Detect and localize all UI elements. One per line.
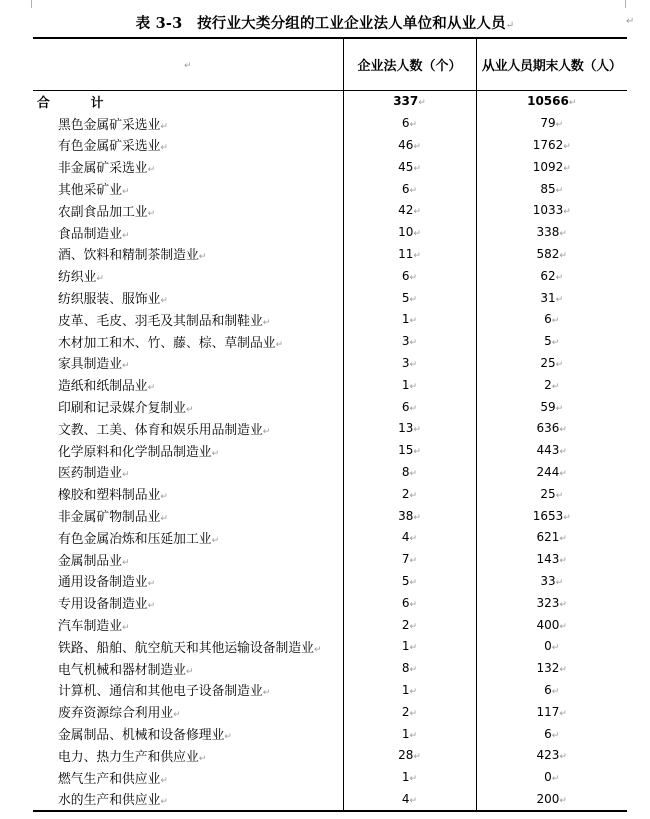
industry-name: 纺织服装、服饰业↵ — [58, 292, 168, 308]
industry-stats-table — [33, 37, 627, 812]
units-count: 8↵ — [343, 461, 476, 483]
paragraph-mark-icon: ↵ — [555, 185, 564, 196]
paragraph-mark-icon: ↵ — [413, 207, 421, 218]
employees-count: 0↵ — [476, 766, 627, 788]
paragraph-mark-icon: ↵ — [409, 272, 418, 283]
paragraph-mark-icon: ↵ — [198, 753, 207, 764]
paragraph-mark-icon: ↵ — [147, 579, 156, 590]
table-row — [33, 766, 627, 788]
paragraph-mark-icon: ↵ — [198, 252, 207, 263]
paragraph-mark-icon: ↵ — [160, 797, 168, 808]
employees-count: 1653↵ — [476, 505, 627, 527]
total-units: 337↵ — [343, 90, 476, 112]
paragraph-mark-icon: ↵ — [409, 534, 418, 545]
employees-count: 25↵ — [476, 483, 627, 505]
total-employees: 10566↵ — [476, 90, 627, 112]
paragraph-mark-icon: ↵ — [160, 492, 168, 503]
paragraph-mark-icon: ↵ — [555, 359, 564, 370]
paragraph-mark-icon: ↵ — [559, 447, 567, 458]
units-count: 13↵ — [343, 417, 476, 439]
employees-count: 25↵ — [476, 352, 627, 374]
employees-count: 6↵ — [476, 308, 627, 330]
paragraph-mark-icon: ↵ — [160, 143, 168, 154]
employees-count: 0↵ — [476, 635, 627, 657]
paragraph-mark-icon: ↵ — [160, 121, 168, 132]
table-row — [33, 701, 627, 723]
table-row — [33, 592, 627, 614]
units-count: 5↵ — [343, 287, 476, 309]
paragraph-mark-icon: ↵ — [555, 272, 564, 283]
table-row — [33, 178, 627, 200]
paragraph-mark-icon: ↵ — [409, 708, 418, 719]
industry-name: 黑色金属矿采选业↵ — [58, 117, 168, 133]
units-count: 2↵ — [343, 701, 476, 723]
employees-count: 59↵ — [476, 396, 627, 418]
paragraph-mark-icon: ↵ — [409, 381, 418, 392]
paragraph-mark-icon: ↵ — [409, 599, 418, 610]
industry-name: 化学原料和化学制品制造业↵ — [58, 444, 220, 460]
industry-name: 金属制品业↵ — [58, 553, 130, 569]
paragraph-mark-icon: ↵ — [185, 666, 194, 677]
units-count: 2↵ — [343, 614, 476, 636]
paragraph-mark-icon: ↵ — [413, 425, 421, 436]
paragraph-mark-icon: ↵ — [409, 338, 418, 349]
units-count: 6↵ — [343, 396, 476, 418]
table-row — [33, 374, 627, 396]
units-count: 1↵ — [343, 308, 476, 330]
industry-name: 非金属矿采选业↵ — [58, 161, 156, 177]
table-row — [33, 614, 627, 636]
industry-name: 电气机械和器材制造业↵ — [58, 662, 194, 678]
paragraph-mark-icon: ↵ — [559, 752, 567, 763]
units-count: 3↵ — [343, 352, 476, 374]
table-row — [33, 287, 627, 309]
table-row — [33, 308, 627, 330]
units-count: 4↵ — [343, 788, 476, 811]
table-row — [33, 570, 627, 592]
paragraph-mark-icon: ↵ — [551, 381, 560, 392]
industry-name: 废弃资源综合利用业↵ — [58, 706, 181, 722]
industry-name: 纺织业↵ — [58, 270, 104, 286]
industry-name: 医药制造业↵ — [58, 466, 130, 482]
industry-name: 燃气生产和供应业↵ — [58, 771, 168, 787]
page-corner-mark — [625, 0, 626, 8]
paragraph-mark-icon: ↵ — [551, 686, 560, 697]
table-row — [33, 396, 627, 418]
paragraph-mark-icon: ↵ — [121, 230, 130, 241]
table-row — [33, 199, 627, 221]
table-row — [33, 156, 627, 178]
paragraph-mark-icon: ↵ — [413, 512, 421, 523]
paragraph-mark-icon: ↵ — [211, 535, 220, 546]
units-count: 45↵ — [343, 156, 476, 178]
paragraph-mark-icon: ↵ — [563, 163, 571, 174]
industry-name: 橡胶和塑料制品业↵ — [58, 488, 168, 504]
paragraph-mark-icon: ↵ — [555, 294, 564, 305]
paragraph-mark-icon: ↵ — [160, 514, 168, 525]
paragraph-mark-icon: ↵ — [262, 688, 271, 699]
industry-name: 酒、饮料和精制茶制造业↵ — [58, 248, 207, 264]
table-row — [33, 134, 627, 156]
paragraph-mark-icon: ↵ — [275, 339, 284, 350]
industry-name: 电力、热力生产和供应业↵ — [58, 749, 207, 765]
paragraph-mark-icon: ↵ — [559, 229, 567, 240]
paragraph-mark-icon: ↵ — [224, 732, 232, 742]
paragraph-mark-icon: ↵ — [121, 623, 130, 634]
employees-count: 2↵ — [476, 374, 627, 396]
paragraph-mark-icon: ↵ — [559, 621, 567, 632]
industry-name: 有色金属冶炼和压延加工业↵ — [58, 531, 220, 547]
paragraph-mark-icon: ↵ — [409, 643, 418, 654]
units-count: 1↵ — [343, 679, 476, 701]
units-count: 1↵ — [343, 766, 476, 788]
paragraph-mark-icon: ↵ — [626, 16, 635, 27]
paragraph-mark-icon: ↵ — [121, 361, 130, 372]
paragraph-mark-icon: ↵ — [409, 294, 418, 305]
table-row — [33, 112, 627, 134]
industry-name: 食品制造业↵ — [58, 226, 130, 242]
units-count: 1↵ — [343, 635, 476, 657]
table-row — [33, 679, 627, 701]
paragraph-mark-icon: ↵ — [559, 599, 567, 610]
units-count: 46↵ — [343, 134, 476, 156]
employees-count: 5↵ — [476, 330, 627, 352]
employees-count: 636↵ — [476, 417, 627, 439]
paragraph-mark-icon: ↵ — [409, 185, 418, 196]
employees-count: 582↵ — [476, 243, 627, 265]
units-count: 8↵ — [343, 657, 476, 679]
units-count: 3↵ — [343, 330, 476, 352]
paragraph-mark-icon: ↵ — [409, 403, 418, 414]
table-row — [33, 243, 627, 265]
paragraph-mark-icon: ↵ — [409, 468, 418, 479]
employees-count: 117↵ — [476, 701, 627, 723]
industry-name: 造纸和纸制品业↵ — [58, 379, 156, 395]
paragraph-mark-icon: ↵ — [409, 730, 418, 741]
table-row — [33, 548, 627, 570]
paragraph-mark-icon: ↵ — [413, 250, 421, 261]
paragraph-mark-icon: ↵ — [409, 316, 418, 327]
employees-count: 1092↵ — [476, 156, 627, 178]
paragraph-mark-icon: ↵ — [409, 490, 418, 501]
table-row — [33, 505, 627, 527]
employees-count: 423↵ — [476, 744, 627, 766]
employees-count: 244↵ — [476, 461, 627, 483]
paragraph-mark-icon: ↵ — [413, 229, 421, 240]
paragraph-mark-icon: ↵ — [559, 250, 567, 261]
employees-count: 443↵ — [476, 439, 627, 461]
table-row — [33, 744, 627, 766]
employees-count: 31↵ — [476, 287, 627, 309]
paragraph-mark-icon: ↵ — [559, 708, 567, 719]
units-count: 28↵ — [343, 744, 476, 766]
industry-name: 水的生产和供应业↵ — [33, 788, 343, 811]
paragraph-mark-icon: ↵ — [555, 490, 564, 501]
paragraph-mark-icon: ↵ — [409, 556, 418, 567]
table-title-text: 表 3-3 按行业大类分组的工业企业法人单位和从业人员 — [135, 15, 506, 32]
units-count: 6↵ — [343, 178, 476, 200]
table-row — [33, 417, 627, 439]
table-row — [33, 439, 627, 461]
units-count: 10↵ — [343, 221, 476, 243]
paragraph-mark-icon: ↵ — [413, 447, 421, 458]
table-title — [0, 12, 650, 33]
paragraph-mark-icon: ↵ — [147, 165, 156, 176]
units-count: 15↵ — [343, 439, 476, 461]
employees-count: 6↵ — [476, 679, 627, 701]
paragraph-mark-icon: ↵ — [413, 141, 421, 152]
header-units: 企业法人数（个） — [343, 38, 476, 90]
paragraph-mark-icon: ↵ — [409, 621, 418, 632]
employees-count: 62↵ — [476, 265, 627, 287]
paragraph-mark-icon: ↵ — [505, 20, 515, 31]
units-count: 11↵ — [343, 243, 476, 265]
paragraph-mark-icon: ↵ — [555, 120, 564, 131]
units-count: 2↵ — [343, 483, 476, 505]
industry-name: 计算机、通信和其他电子设备制造业↵ — [58, 684, 271, 700]
paragraph-mark-icon: ↵ — [185, 405, 194, 416]
employees-count: 85↵ — [476, 178, 627, 200]
industry-name: 通用设备制造业↵ — [58, 575, 156, 591]
paragraph-mark-icon: ↵ — [555, 403, 564, 414]
paragraph-mark-icon: ↵ — [147, 208, 156, 219]
paragraph-mark-icon: ↵ — [262, 426, 271, 437]
paragraph-mark-icon: ↵ — [409, 665, 418, 676]
paragraph-mark-icon: ↵ — [409, 774, 418, 785]
industry-name: 金属制品、机械和设备修理业↵ — [58, 728, 232, 743]
industry-name: 其他采矿业↵ — [58, 183, 130, 199]
paragraph-mark-icon: ↵ — [551, 774, 560, 785]
paragraph-mark-icon: ↵ — [183, 60, 192, 71]
paragraph-mark-icon: ↵ — [555, 577, 564, 588]
paragraph-mark-icon: ↵ — [173, 710, 181, 721]
table-row — [33, 483, 627, 505]
employees-count: 621↵ — [476, 526, 627, 548]
paragraph-mark-icon: ↵ — [559, 534, 567, 545]
units-count: 42↵ — [343, 199, 476, 221]
paragraph-mark-icon: ↵ — [313, 644, 322, 655]
paragraph-mark-icon: ↵ — [409, 795, 418, 806]
industry-name: 家具制造业↵ — [58, 357, 130, 373]
total-label: 合 计 — [37, 95, 118, 111]
paragraph-mark-icon: ↵ — [262, 317, 271, 328]
total-row — [33, 90, 627, 112]
industry-name: 印刷和记录媒介复制业↵ — [58, 401, 194, 417]
paragraph-mark-icon: ↵ — [121, 470, 130, 481]
units-count: 1↵ — [343, 723, 476, 745]
industry-name: 木材加工和木、竹、藤、棕、草制品业↵ — [58, 335, 284, 351]
units-count: 5↵ — [343, 570, 476, 592]
paragraph-mark-icon: ↵ — [551, 316, 560, 327]
paragraph-mark-icon: ↵ — [121, 557, 130, 568]
table-row — [33, 265, 627, 287]
paragraph-mark-icon: ↵ — [121, 187, 130, 198]
industry-name: 专用设备制造业↵ — [58, 597, 156, 613]
employees-count: 33↵ — [476, 570, 627, 592]
paragraph-mark-icon: ↵ — [147, 601, 156, 612]
units-count: 6↵ — [343, 112, 476, 134]
paragraph-mark-icon: ↵ — [409, 359, 418, 370]
paragraph-mark-icon: ↵ — [559, 468, 567, 479]
industry-name: 文教、工美、体育和娱乐用品制造业↵ — [58, 422, 271, 438]
employees-count: 143↵ — [476, 548, 627, 570]
paragraph-mark-icon: ↵ — [211, 448, 220, 459]
paragraph-mark-icon: ↵ — [413, 752, 421, 763]
table-row — [33, 330, 627, 352]
industry-name: 铁路、船舶、航空航天和其他运输设备制造业↵ — [58, 640, 322, 656]
paragraph-mark-icon: ↵ — [413, 163, 421, 174]
paragraph-mark-icon: ↵ — [160, 775, 168, 786]
units-count: 6↵ — [343, 592, 476, 614]
paragraph-mark-icon: ↵ — [409, 686, 418, 697]
table-row — [33, 635, 627, 657]
table-row — [33, 788, 627, 811]
paragraph-mark-icon: ↵ — [551, 643, 560, 654]
table-row — [33, 526, 627, 548]
page-corner-mark — [31, 0, 32, 8]
paragraph-mark-icon: ↵ — [563, 207, 571, 218]
units-count: 38↵ — [343, 505, 476, 527]
paragraph-mark-icon: ↵ — [96, 274, 104, 285]
paragraph-mark-icon: ↵ — [409, 577, 418, 588]
paragraph-mark-icon: ↵ — [559, 425, 567, 436]
employees-count: 400↵ — [476, 614, 627, 636]
employees-count: 6↵ — [476, 723, 627, 745]
employees-count: 200↵ — [476, 788, 627, 811]
paragraph-mark-icon: ↵ — [559, 795, 567, 806]
units-count: 4↵ — [343, 526, 476, 548]
industry-name: 皮革、毛皮、羽毛及其制品和制鞋业↵ — [58, 313, 271, 329]
employees-count: 1033↵ — [476, 199, 627, 221]
industry-name: 有色金属矿采选业↵ — [58, 139, 168, 155]
industry-name: 非金属矿物制品业↵ — [58, 510, 168, 526]
table-header-row — [33, 38, 627, 90]
paragraph-mark-icon: ↵ — [160, 296, 168, 307]
employees-count: 1762↵ — [476, 134, 627, 156]
table-row — [33, 723, 627, 745]
paragraph-mark-icon: ↵ — [559, 665, 567, 676]
paragraph-mark-icon: ↵ — [551, 730, 560, 741]
units-count: 7↵ — [343, 548, 476, 570]
units-count: 6↵ — [343, 265, 476, 287]
table-row — [33, 221, 627, 243]
paragraph-mark-icon: ↵ — [409, 120, 418, 131]
units-count: 1↵ — [343, 374, 476, 396]
employees-count: 323↵ — [476, 592, 627, 614]
paragraph-mark-icon: ↵ — [563, 141, 571, 152]
paragraph-mark-icon: ↵ — [147, 383, 156, 394]
header-industry — [33, 38, 343, 90]
table-row — [33, 352, 627, 374]
industry-name: 汽车制造业↵ — [58, 619, 130, 635]
paragraph-mark-icon: ↵ — [559, 556, 567, 567]
paragraph-mark-icon: ↵ — [551, 338, 560, 349]
employees-count: 79↵ — [476, 112, 627, 134]
paragraph-mark-icon: ↵ — [563, 512, 571, 523]
employees-count: 132↵ — [476, 657, 627, 679]
industry-name: 农副食品加工业↵ — [58, 204, 156, 220]
employees-count: 338↵ — [476, 221, 627, 243]
table-row — [33, 657, 627, 679]
header-employees: 从业人员期末人数（人） — [476, 38, 627, 90]
table-row — [33, 461, 627, 483]
